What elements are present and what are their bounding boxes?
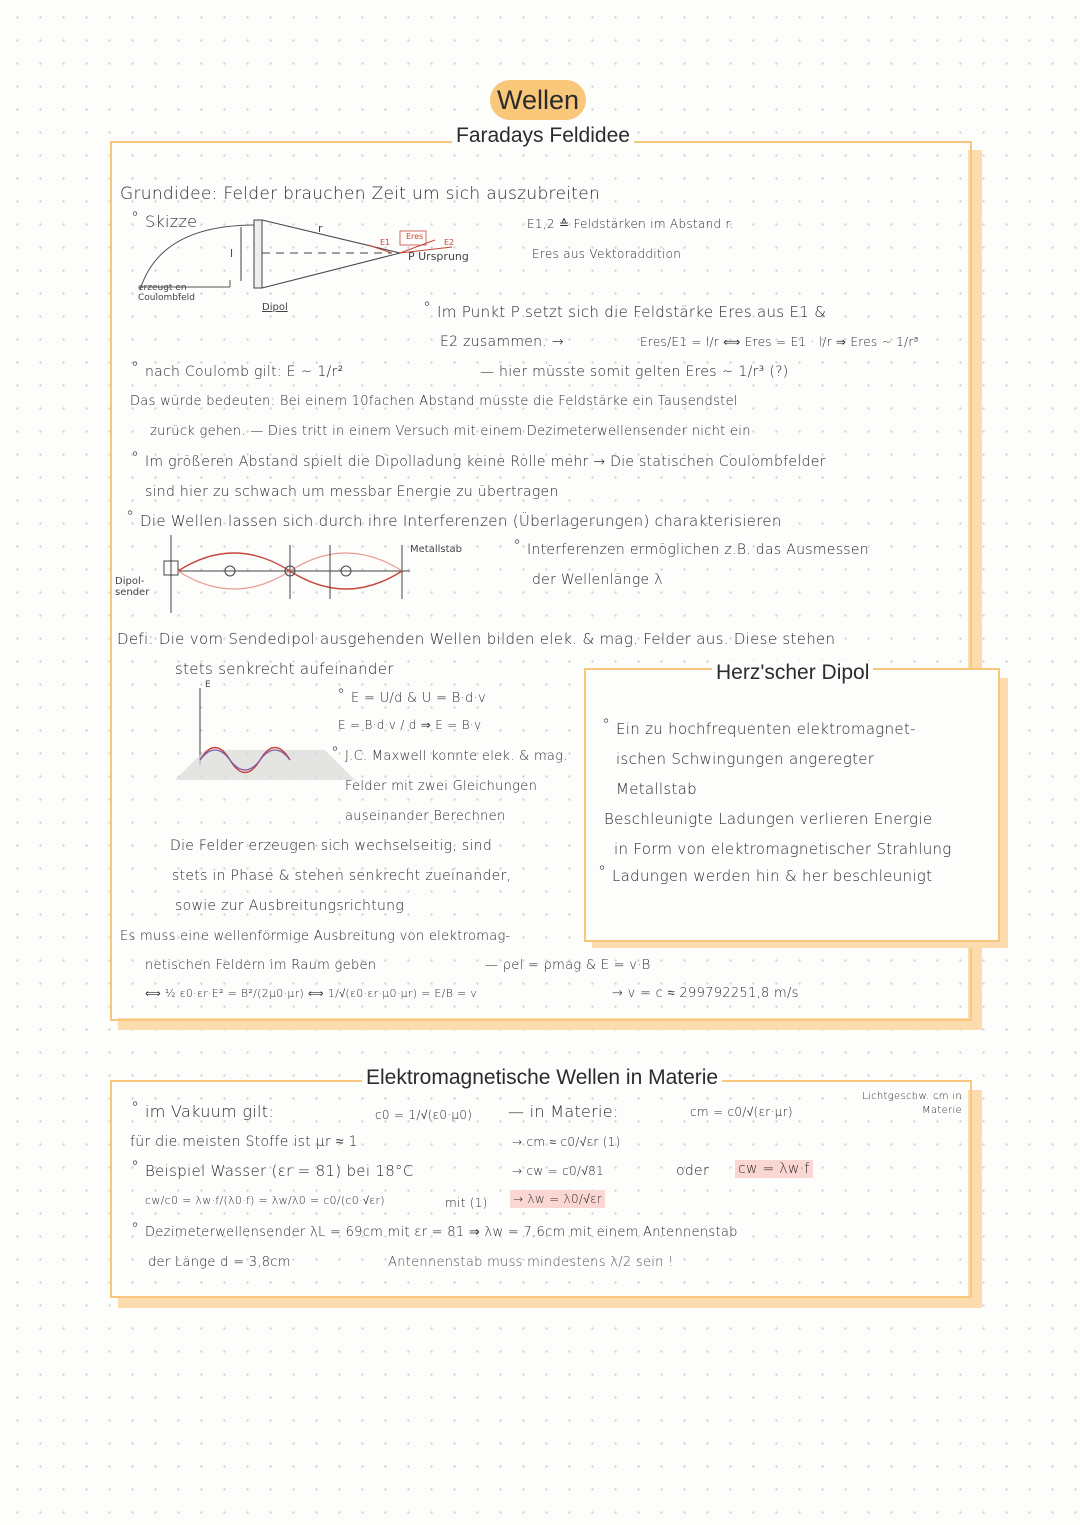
bedeuten-text-1: Das würde bedeuten: Bei einem 10fachen Abstand müsste die Feldstärke ein Tausendstel — [130, 394, 738, 409]
cm-approx: → cm ≈ c0/√εr (1) — [512, 1135, 621, 1149]
em-wave-sketch — [165, 680, 365, 790]
dipolsender-label: Dipol-sender — [115, 576, 150, 598]
cm-formula: cm = c0/√(εr·μr) — [690, 1105, 793, 1119]
formula-ebv: E = B·d·v / d ⇒ E = B·v — [338, 718, 482, 732]
punkt-p-text-1: ° Im Punkt P setzt sich die Feldstärke Eres aus E1 & — [437, 303, 826, 321]
punkt-p-text-2: E2 zusammen. → — [440, 334, 564, 350]
maxwell-text-3: auseinander Berechnen — [345, 809, 506, 824]
in-materie-text: — in Materie: — [508, 1102, 619, 1121]
maxwell-text-1: ° J.C. Maxwell konnte elek. & mag. — [345, 748, 568, 766]
r-sketch-label: r — [318, 222, 323, 235]
beispiel-text: ° Beispiel Wasser (εr = 81) bei 18°C — [145, 1162, 414, 1180]
herz-section — [584, 668, 1000, 942]
lichtgeschw-text: Lichtgeschw. cm in Materie — [862, 1091, 962, 1116]
metallstab-label: Metallstab — [410, 544, 462, 555]
stoffe-text: für die meisten Stoffe ist μr ≈ 1 — [130, 1134, 358, 1150]
coulomb-text-2: — hier müsste somit gelten Eres ~ 1/r³ (?) — [480, 364, 789, 380]
felder-text-3: sowie zur Ausbreitungsrichtung — [175, 898, 405, 914]
rho-formula: — ρel = ρmag & E = v·B — [485, 958, 651, 973]
herz-line-4: Beschleunigte Ladungen verlieren Energie — [604, 810, 933, 828]
v-result: → v = c ≈ 299792251,8 m/s — [612, 986, 799, 1001]
herz-line-6: ° Ladungen werden hin & her beschleunigt — [612, 867, 932, 885]
cw-formula: → cw = c0/√81 — [512, 1164, 604, 1178]
herz-heading: Herz'scher Dipol — [712, 661, 873, 685]
maxwell-text-2: Felder mit zwei Gleichungen — [345, 779, 538, 794]
dezi-text-1: ° Dezimeterwellensender λL = 69cm mit εr = 81 ⇒ λw = 7,6cm mit einem Antennenstab — [145, 1224, 738, 1242]
dipole-field-sketch — [130, 215, 490, 325]
e2-sketch-label: E2 — [444, 238, 455, 247]
antenne-text: Antennenstab muss mindestens λ/2 sein ! — [388, 1255, 674, 1270]
oder-text: oder — [676, 1163, 710, 1179]
felder-text-1: Die Felder erzeugen sich wechselseitig, sind — [170, 838, 493, 854]
dezi-text-2: der Länge d = 3,8cm — [148, 1255, 291, 1270]
coulomb-text: ° nach Coulomb gilt: E ~ 1/r² — [145, 363, 344, 381]
formula-eu: ° E = U/d & U = B·d·v — [351, 690, 486, 708]
e12-note: E1,2 ≙ Feldstärken im Abstand r. — [527, 217, 734, 231]
herz-line-1: ° Ein zu hochfrequenten elektromagnet- — [616, 720, 916, 738]
coulomb-arc — [140, 225, 255, 290]
dipole-rod — [254, 220, 262, 288]
bedeuten-text-2: zurück gehen. — Dies tritt in einem Versuch mit einem Dezimeterwellensender nicht ein — [150, 424, 751, 439]
es-muss-text-2: netischen Feldern im Raum geben — [145, 958, 377, 973]
mit1-text: mit (1) — [445, 1196, 488, 1210]
c0-formula: c0 = 1/√(ε0·μ0) — [375, 1108, 473, 1122]
e-axis-label: E — [205, 680, 211, 690]
es-muss-text-1: Es muss eine wellenförmige Ausbreitung von elektromag- — [120, 929, 511, 944]
skizze-label: ° Skizze — [145, 213, 197, 231]
herz-line-2: ischen Schwingungen angeregter — [616, 750, 875, 768]
e1-sketch-label: E1 — [380, 238, 391, 247]
herz-line-3: Metallstab — [616, 780, 697, 798]
materie-heading: Elektromagnetische Wellen in Materie — [362, 1066, 722, 1090]
ratio-formula: cw/c0 = λw·f/(λ0·f) = λw/λ0 = c0/(c0·√εr) — [145, 1194, 385, 1207]
coulombfeld-label: erzeugt en Coulombfeld — [138, 283, 195, 303]
standing-wave-sketch — [160, 535, 430, 615]
faraday-heading: Faradays Feldidee — [452, 124, 634, 148]
energy-formula: ⟺ ½ ε0·εr·E² = B²/(2μ0·μr) ⟺ 1/√(ε0·εr·μ0·μr) = E/B = v — [145, 987, 478, 1000]
punkt-p-formula: Eres/E1 = l/r ⟺ Eres = E1 · l/r ⇒ Eres ~ 1/r³ — [640, 335, 919, 349]
page-title: Wellen — [490, 80, 586, 120]
p-ursprung-label: P Ursprung — [408, 250, 469, 263]
l-sketch-label: l — [230, 247, 234, 260]
dipol-label: Dipol — [262, 302, 288, 313]
felder-text-2: stets in Phase & stehen senkrecht zueinander, — [172, 868, 512, 884]
groesser-text-2: sind hier zu schwach um messbar Energie zu übertragen — [145, 484, 559, 500]
grundidee-text: Grundidee: Felder brauchen Zeit um sich auszubreiten — [120, 184, 601, 204]
interferenzen-text-2: der Wellenlänge λ — [532, 572, 663, 588]
interferenzen-text-1: ° Interferenzen ermöglichen z.B. das Ausmessen — [527, 541, 869, 559]
eres-sketch-label: Eres — [406, 232, 424, 241]
vakuum-text: ° im Vakuum gilt: — [145, 1103, 274, 1121]
groesser-text-1: ° Im größeren Abstand spielt die Dipolladung keine Rolle mehr → Die statischen Coulombfelder — [145, 453, 826, 471]
cw-lambda-highlight: cw = λw·f — [735, 1160, 813, 1178]
wellen-text: ° Die Wellen lassen sich durch ihre Interferenzen (Überlagerungen) charakterisieren — [140, 512, 782, 530]
defi-text-1: Defi: Die vom Sendedipol ausgehenden Wellen bilden elek. & mag. Felder aus. Diese stehen — [117, 630, 836, 648]
defi-text-2: stets senkrecht aufeinander — [175, 660, 394, 678]
lambda-w-highlight: → λw = λ0/√εr — [510, 1190, 605, 1208]
herz-line-5: in Form von elektromagnetischer Strahlung — [614, 840, 952, 858]
eres-note: Eres aus Vektoraddition — [532, 247, 682, 261]
